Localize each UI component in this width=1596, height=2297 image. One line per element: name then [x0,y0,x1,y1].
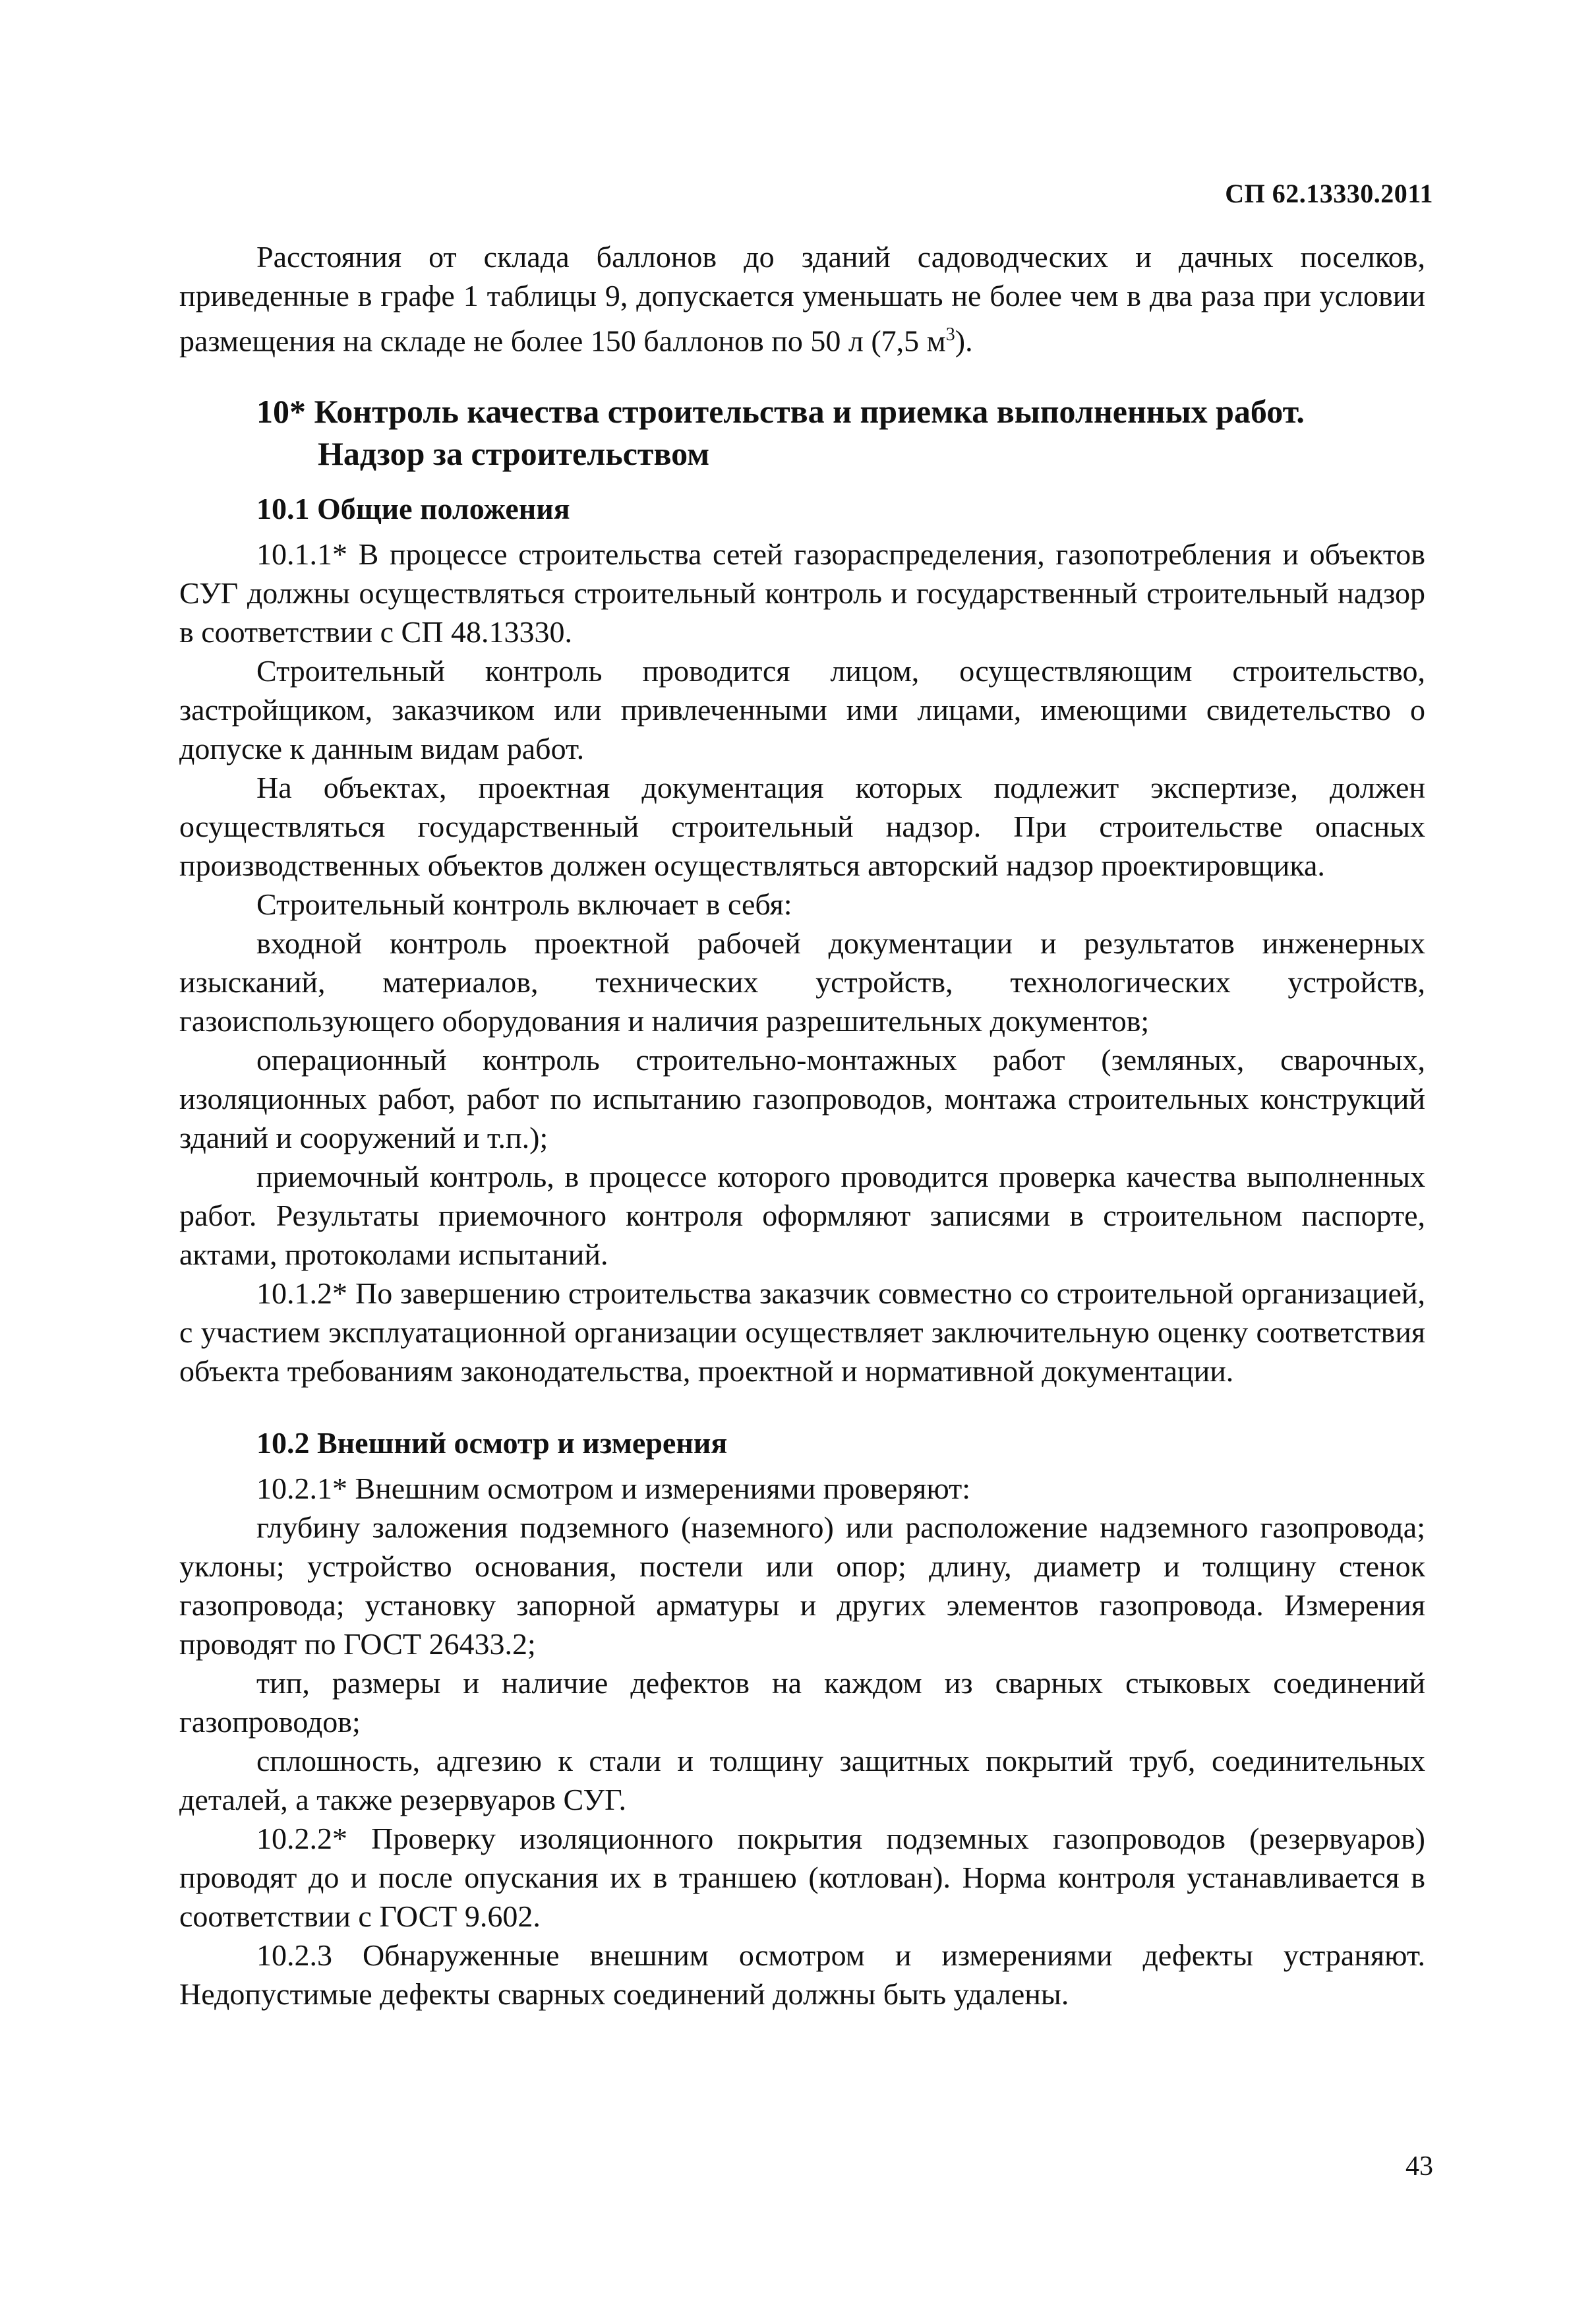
subsection-heading-10-2: 10.2 Внешний осмотр и измерения [256,1426,728,1460]
paragraph-state-supervision: На объектах, проектная документация которых подлежит экспертизе, должен осуществляться государственный строительный надзор. При строительстве опасных производственных объектов должен осуществляться авторский надзор проектировщика. [179,771,1425,883]
paragraph-10-2-1: 10.2.1* Внешним осмотром и измерениями проверяют: [256,1472,971,1506]
paragraph-10-2-3: 10.2.3 Обнаруженные внешним осмотром и измерениями дефекты устраняют. Недопустимые дефекты сварных соединений должны быть удалены. [179,1938,1425,2012]
page-number: 43 [1405,2151,1433,2182]
paragraph-operational-control: операционный контроль строительно-монтажных работ (земляных, сварочных, изоляционных работ, работ по испытанию газопроводов, монтажа строительных конструкций зданий и сооружений и т.п.); [179,1043,1425,1155]
paragraph-input-control: входной контроль проектной рабочей документации и результатов инженерных изысканий, материалов, технических устройств, технологических устройств, газоиспользующего оборудования и наличия разрешительных документов; [179,926,1425,1038]
subsection-heading-10-1: 10.1 Общие положения [256,492,570,526]
paragraph-10-1-2: 10.1.2* По завершению строительства заказчик совместно со строительной организацией, с участием эксплуатационной организации осуществляет заключительную оценку соответствия объекта требованиям законодательства, проектной и нормативной документации. [179,1276,1425,1388]
paragraph-weld-defects: тип, размеры и наличие дефектов на каждом из сварных стыковых соединений газопроводов; [179,1666,1425,1739]
paragraph-construction-control: Строительный контроль проводится лицом, осуществляющим строительство, застройщиком, заказчиком или привлеченными ими лицами, имеющими свидетельство о допуске к данным видам работ. [179,654,1425,766]
paragraph-control-includes: Строительный контроль включает в себя: [256,887,792,922]
paragraph-10-2-2: 10.2.2* Проверку изоляционного покрытия подземных газопроводов (резервуаров) проводят до и после опускания их в траншею (котлован). Норма контроля устанавливается в соответствии с ГОСТ 9.602. [179,1822,1425,1934]
paragraph-depth-check: глубину заложения подземного (наземного) или расположение надземного газопровода; уклоны; устройство основания, постели или опор; длину, диаметр и толщину стенок газопровода; установку запорной арматуры и других элементов газопровода. Измерения проводят по ГОСТ 26433.2; [179,1510,1425,1661]
document-code-header: СП 62.13330.2011 [1225,179,1433,208]
paragraph-10-1-1: 10.1.1* В процессе строительства сетей газораспределения, газопотребления и объектов СУГ должны осуществляться строительный контроль и государственный строительный надзор в соответствии с СП 48.13330. [179,537,1425,649]
page-content [179,237,1425,2014]
section-heading-line2: Надзор за строительством [318,435,710,473]
intro-paragraph [179,237,1425,360]
section-heading [179,390,1425,475]
paragraph-coating-check: сплошность, адгезию к стали и толщину защитных покрытий труб, соединительных деталей, а также резервуаров СУГ. [179,1744,1425,1817]
intro-text: Расстояния от склада баллонов до зданий садоводческих и дачных поселков, приведенные в графе 1 таблицы 9, допускается уменьшать не более чем в два раза при условии размещения на складе не более 150 баллонов по 50 л (7,5 м [179,240,1425,358]
intro-superscript: 3 [945,324,955,345]
intro-tail: ). [955,324,973,358]
paragraph-acceptance-control: приемочный контроль, в процессе которого проводится проверка качества выполненных работ. Результаты приемочного контроля оформляют записями в строительном паспорте, актами, протоколами испытаний. [179,1160,1425,1272]
section-heading-line1: 10* Контроль качества строительства и приемка выполненных работ. [256,393,1305,431]
